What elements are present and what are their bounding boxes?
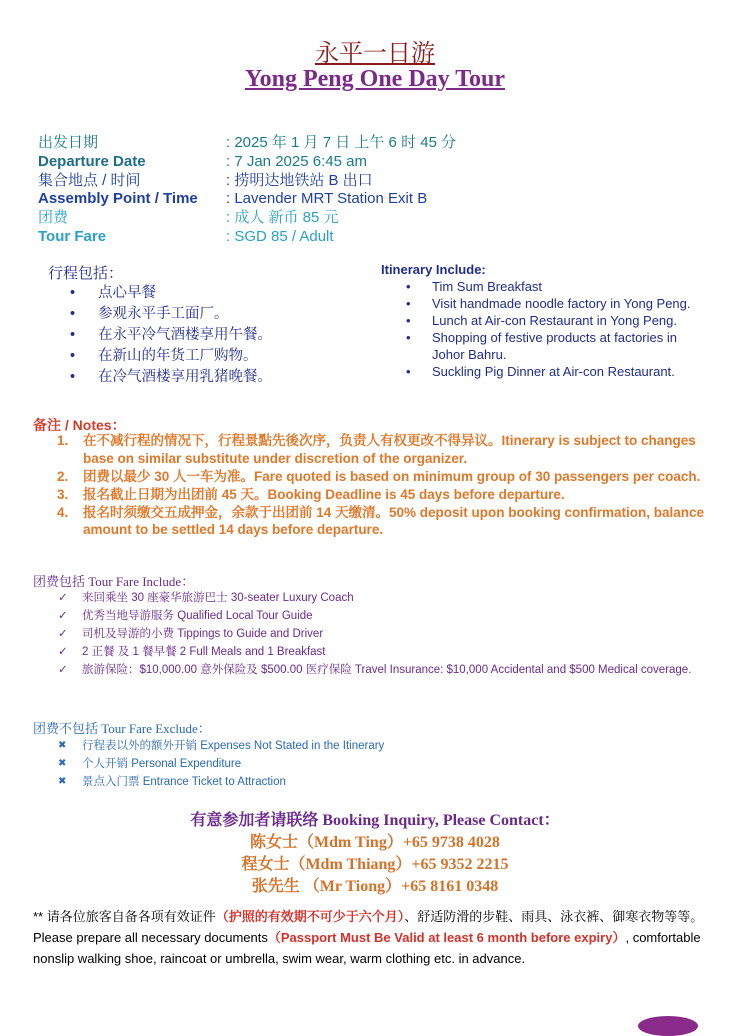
note-number: 1. bbox=[57, 433, 69, 448]
page-title-chinese: 永平一日游 bbox=[315, 41, 435, 67]
notes-list bbox=[57, 432, 712, 539]
list-item bbox=[58, 589, 708, 607]
list-item: • 在冷气酒楼享用乳猪晚餐。 bbox=[70, 367, 272, 388]
info-value: : 2025 年 1 月 7 日 上午 6 时 45 分 bbox=[226, 134, 457, 151]
checkmark-icon: ✓ bbox=[58, 592, 68, 604]
list-item: • Shopping of festive products at factories in Johor Bahru. bbox=[406, 330, 706, 363]
contact-line: 张先生 （Mr Tiong）+65 8161 0348 bbox=[251, 878, 499, 895]
list-item bbox=[58, 737, 384, 755]
page-title-english: Yong Peng One Day Tour bbox=[244, 66, 506, 92]
corner-decoration bbox=[638, 1016, 698, 1036]
checkmark-icon: ✓ bbox=[58, 664, 68, 676]
fare-include-title: 团费包括 Tour Fare Include： bbox=[33, 574, 195, 589]
note-text: 在不减行程的情况下，行程景點先後次序，负责人有权更改不得异议。Itinerary is subject to changes base on similar substitute under discretion of the organizer. bbox=[83, 433, 696, 466]
list-item-text: 行程表以外的额外开销 Expenses Not Stated in the Itinerary bbox=[82, 740, 385, 752]
note-number: 4. bbox=[57, 504, 69, 520]
info-value: : 捞明达地铁站 B 出口 bbox=[226, 172, 373, 189]
list-item-text: 司机及导游的小费 Tippings to Guide and Driver bbox=[82, 628, 324, 640]
list-item bbox=[58, 755, 384, 773]
list-item: • 点心早餐 bbox=[70, 283, 272, 304]
contact-title: 有意参加者请联络 Booking Inquiry, Please Contact： bbox=[190, 812, 560, 829]
info-label: Assembly Point / Time bbox=[38, 190, 198, 207]
list-item-text: 来回乘坐 30 座豪华旅游巴士 30-seater Luxury Coach bbox=[82, 592, 354, 604]
list-item-text: 2 正餐 及 1 餐早餐 2 Full Meals and 1 Breakfast bbox=[82, 646, 326, 658]
info-label: 出发日期 bbox=[38, 134, 99, 151]
list-item bbox=[58, 625, 708, 643]
footer-text: ** 请各位旅客自备各项有效证件 bbox=[33, 909, 216, 924]
note-item bbox=[57, 486, 712, 504]
list-item bbox=[58, 643, 708, 661]
info-value: : Lavender MRT Station Exit B bbox=[226, 190, 428, 207]
note-text: 报名截止日期为出团前 45 天。Booking Deadline is 45 days before departure. bbox=[83, 486, 565, 502]
fare-include-list bbox=[58, 589, 708, 679]
itinerary-cn-list bbox=[70, 283, 272, 388]
info-value: : SGD 85 / Adult bbox=[226, 228, 334, 245]
list-item-text: 个人开销 Personal Expenditure bbox=[82, 758, 242, 770]
footer-text: 、舒适防滑的步鞋、雨具、泳衣裤、御寒衣物等等。Please prepare all necessary documents bbox=[33, 909, 704, 945]
list-item: • 在新山的年货工厂购物。 bbox=[70, 346, 272, 367]
note-text: 团费以最少 30 人一车为准。Fare quoted is based on minimum group of 30 passengers per coach. bbox=[83, 468, 701, 484]
list-item: • Lunch at Air-con Restaurant in Yong Peng. bbox=[406, 313, 706, 330]
footer-note bbox=[33, 906, 713, 969]
note-item bbox=[57, 504, 712, 539]
itinerary-en-title: Itinerary Include: bbox=[381, 262, 486, 277]
cross-icon: ✖ bbox=[58, 758, 67, 769]
contact-line: 陈女士（Mdm Ting）+65 9738 4028 bbox=[250, 834, 500, 851]
cross-icon: ✖ bbox=[58, 740, 67, 751]
note-item bbox=[57, 468, 712, 486]
list-item: • 参观永平手工面厂。 bbox=[70, 304, 272, 325]
note-number: 3. bbox=[57, 486, 69, 502]
list-item: • Visit handmade noodle factory in Yong Peng. bbox=[406, 296, 706, 313]
list-item: • Suckling Pig Dinner at Air-con Restaurant. bbox=[406, 364, 706, 381]
footer-highlight: （护照的有效期不可少于六个月） bbox=[215, 909, 405, 924]
list-item-text: 景点入门票 Entrance Ticket to Attraction bbox=[82, 776, 286, 788]
list-item bbox=[58, 773, 384, 791]
fare-exclude-title: 团费不包括 Tour Fare Exclude： bbox=[33, 721, 211, 736]
fare-exclude-list bbox=[58, 737, 384, 791]
contact-line: 程女士（Mdm Thiang）+65 9352 2215 bbox=[241, 856, 509, 873]
list-item-text: 优秀当地导游服务 Qualified Local Tour Guide bbox=[82, 610, 313, 622]
info-label: Departure Date bbox=[38, 153, 146, 170]
cross-icon: ✖ bbox=[58, 776, 67, 787]
footer-text: , comfortable nonslip walking shoe, raincoat or umbrella, swim wear, warm clothing etc. in advance. bbox=[33, 930, 701, 966]
list-item: • 在永平冷气酒楼享用午餐。 bbox=[70, 325, 272, 346]
list-item bbox=[58, 607, 708, 625]
list-item bbox=[58, 661, 708, 679]
list-item-text: 旅游保险：$10,000.00 意外保险及 $500.00 医疗保险 Travel Insurance: $10,000 Accidental and $500 Medical coverage. bbox=[82, 664, 692, 676]
note-text: 报名时须缴交五成押金，余款于出团前 14 天缴清。50% deposit upon booking confirmation, balance amount to be settled 14 days before departure. bbox=[83, 504, 705, 537]
info-value: : 7 Jan 2025 6:45 am bbox=[226, 153, 367, 170]
note-number: 2. bbox=[57, 468, 69, 484]
checkmark-icon: ✓ bbox=[58, 646, 68, 658]
info-label: 团费 bbox=[38, 209, 69, 226]
checkmark-icon: ✓ bbox=[58, 610, 68, 622]
info-label: 集合地点 / 时间 bbox=[38, 172, 141, 189]
list-item: • Tim Sum Breakfast bbox=[406, 279, 706, 296]
checkmark-icon: ✓ bbox=[58, 628, 68, 640]
notes-title: 备注 / Notes： bbox=[33, 417, 126, 433]
footer-highlight: （Passport Must Be Valid at least 6 month before expiry） bbox=[267, 930, 626, 945]
itinerary-cn-title: 行程包括： bbox=[48, 265, 124, 282]
info-label: Tour Fare bbox=[38, 228, 107, 245]
info-value: : 成人 新币 85 元 bbox=[226, 209, 339, 226]
note-item bbox=[57, 432, 712, 467]
itinerary-en-list bbox=[406, 279, 706, 381]
